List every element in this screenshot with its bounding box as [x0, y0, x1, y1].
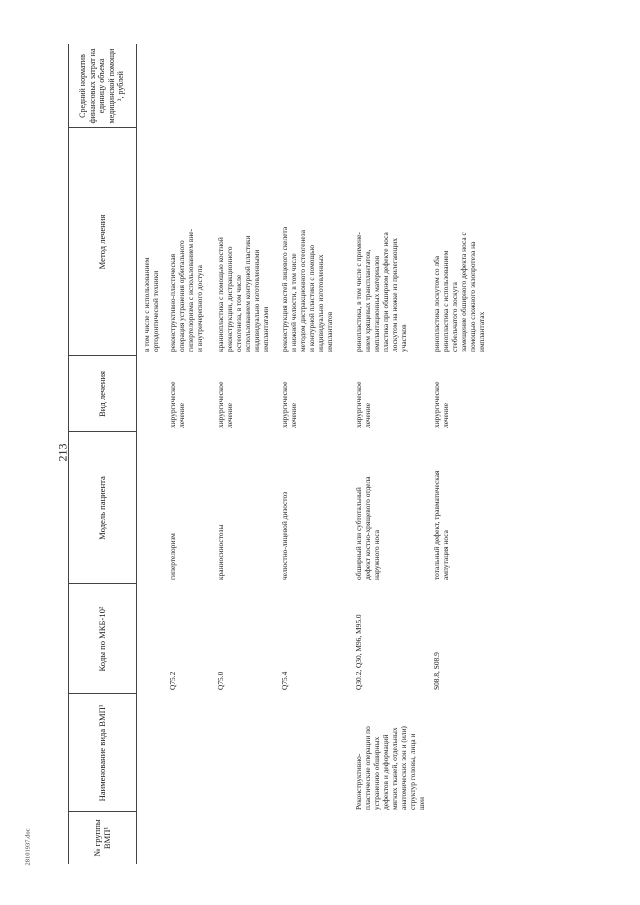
column-divider: [68, 127, 136, 128]
row-method: реконструктивно-пластическая операция устранения орбитального гипертелоризма с использованием вне- и внутричерепного доступа: [168, 228, 204, 352]
row-icd-codes: Q75.0: [216, 671, 225, 690]
row-method: ринопластика лоскутом со лба ринопластика с использованием стебельчатого лоскута замещение обширного дефекта носа с помощью сложного экзопротеза на имплантатах: [432, 232, 486, 352]
header-vmp-name: Наименование вида ВМП¹: [97, 704, 107, 802]
row-method: ринопластика, в том числе с примене- нием хрящевых трансплантатов, имплантационных материалов пластика при обширном дефекте носа лоскутом на ножке из прилегающих участков: [354, 232, 408, 352]
row-icd-codes: Q75.4: [280, 671, 289, 690]
row-icd-codes: Q30.2, Q30, M96, M95.0: [354, 614, 363, 690]
row-treatment-type: хирургическое лечение: [354, 381, 372, 428]
row-vmp-name: Реконструктивно- пластические операции по устранению обширных дефектов и деформаций мягких тканей, отдельных анатомических зон и (или) структур головы, лица и шеи: [354, 726, 426, 810]
row-icd-codes: Q75.2: [168, 671, 177, 690]
row-patient-model: гипертелоризм: [168, 533, 177, 580]
row-patient-model: челюстно-лицевой дизостоз: [280, 491, 289, 580]
column-divider: [68, 811, 136, 812]
row-method: реконструкция костей лицевого скелета и нижней челюсти, в том числе методом дистракционного остеогенеза и контурной пластики с помощью индивидуально изготовленных имплантатов: [280, 226, 334, 352]
row-method: краниопластика с помощью костной реконструкции, дистракционного остеогенеза, в том числе использованием контурной пластики индивидуально изготовленными имплантатами: [216, 235, 270, 352]
header-average-cost: Средний норматив финансовых затрат на единицу объема медицинской помощи ³, рублей: [78, 48, 126, 124]
column-divider: [68, 431, 136, 432]
column-divider: [68, 693, 136, 694]
column-divider: [68, 583, 136, 584]
table-top-rule: [68, 44, 69, 864]
header-bottom-rule: [136, 44, 137, 864]
vmp-table: [68, 44, 588, 864]
row-icd-codes: S08.8, S08.9: [432, 652, 441, 690]
header-treatment-type: Вид лечения: [97, 370, 107, 418]
header-group-number: № группы ВМП¹: [92, 819, 112, 857]
document-id: 28101937.doc: [24, 828, 32, 866]
header-treatment-method: Метод лечения: [97, 214, 107, 270]
row-patient-model: обширный или субтотальный дефект костно-хрящевого отдела наружного носа: [354, 476, 381, 580]
header-patient-model: Модель пациента: [97, 476, 107, 540]
row-treatment-type: хирургическое лечение: [432, 381, 450, 428]
row-patient-model: краниосиностозы: [216, 524, 225, 580]
row-method: в том числе с использованием ортодонтической техники: [142, 257, 160, 352]
row-treatment-type: хирургическое лечение: [168, 381, 186, 428]
page-number: 213: [55, 443, 70, 462]
row-treatment-type: хирургическое лечение: [216, 381, 234, 428]
row-patient-model: тотальный дефект, травматическая ампутация носа: [432, 470, 450, 580]
column-divider: [68, 355, 136, 356]
row-treatment-type: хирургическое лечение: [280, 381, 298, 428]
header-icd-codes: Коды по МКБ-10²: [97, 606, 107, 672]
